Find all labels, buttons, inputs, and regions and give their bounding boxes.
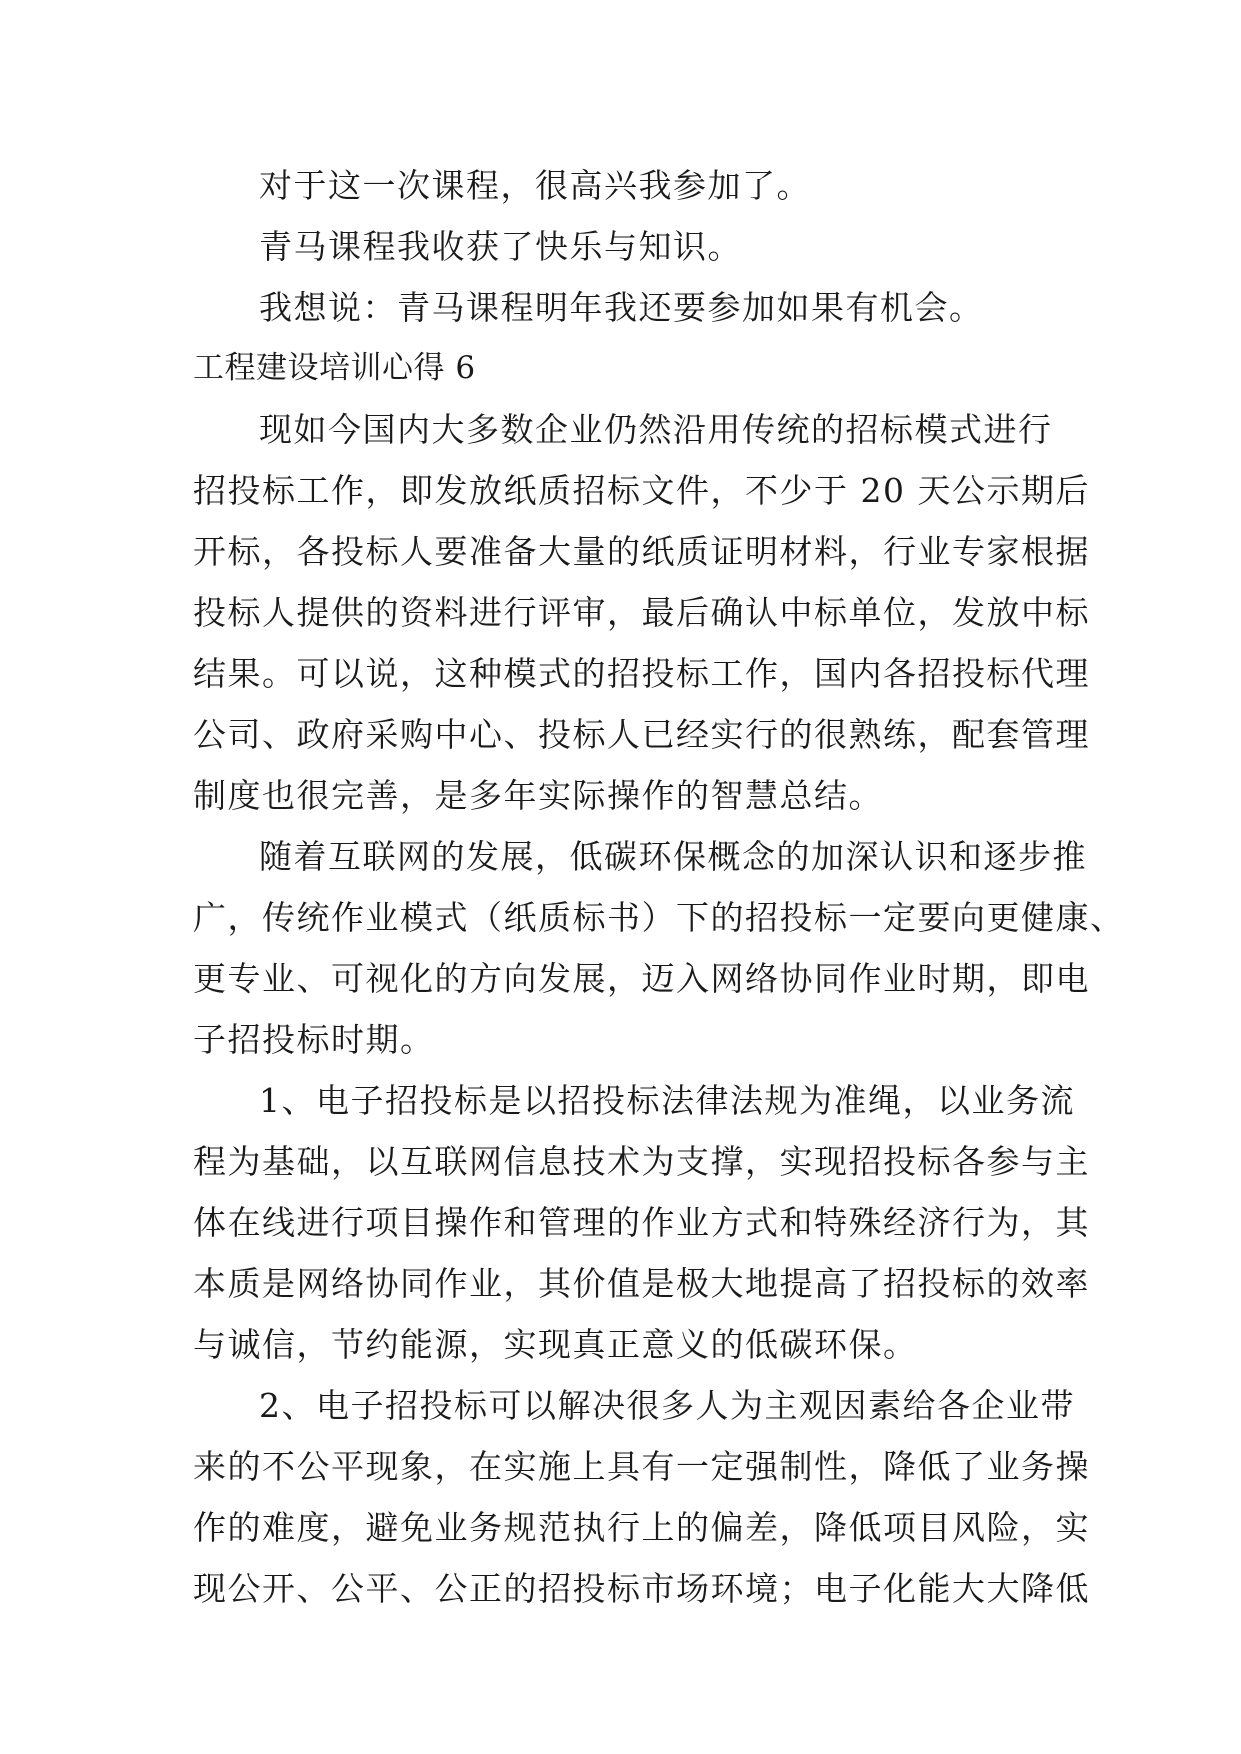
paragraph-line: 制度也很完善，是多年实际操作的智慧总结。 bbox=[193, 776, 883, 815]
document-body bbox=[193, 155, 1125, 1619]
paragraph-line: 结果。可以说，这种模式的招投标工作，国内各招投标代理 bbox=[193, 654, 1090, 693]
paragraph-line: 现如今国内大多数企业仍然沿用传统的招标模式进行 bbox=[259, 410, 1053, 449]
paragraph-line: 本质是网络协同作业，其价值是极大地提高了招投标的效率 bbox=[193, 1264, 1090, 1303]
paragraph-line: 广，传统作业模式（纸质标书）下的招投标一定要向更健康、 bbox=[193, 898, 1125, 937]
paragraph-line: 体在线进行项目操作和管理的作业方式和特殊经济行为，其 bbox=[193, 1203, 1090, 1242]
paragraph-line: 对于这一次课程，很高兴我参加了。 bbox=[259, 166, 811, 205]
paragraph-line: 作的难度，避免业务规范执行上的偏差，降低项目风险，实 bbox=[193, 1508, 1090, 1547]
paragraph-line: 招投标工作，即发放纸质招标文件，不少于 20 天公示期后 bbox=[193, 471, 1090, 510]
paragraph-line: 1、电子招投标是以招投标法律法规为准绳，以业务流 bbox=[259, 1081, 1075, 1120]
paragraph-line: 我想说：青马课程明年我还要参加如果有机会。 bbox=[259, 288, 984, 327]
section-heading: 工程建设培训心得 6 bbox=[193, 350, 476, 386]
paragraph-line: 2、电子招投标可以解决很多人为主观因素给各企业带 bbox=[259, 1386, 1075, 1425]
paragraph-line: 青马课程我收获了快乐与知识。 bbox=[259, 227, 742, 266]
paragraph-line: 来的不公平现象，在实施上具有一定强制性，降低了业务操 bbox=[193, 1447, 1090, 1486]
paragraph-line: 投标人提供的资料进行评审，最后确认中标单位，发放中标 bbox=[193, 593, 1090, 632]
paragraph-line: 子招投标时期。 bbox=[193, 1020, 435, 1059]
paragraph-line: 程为基础，以互联网信息技术为支撑，实现招投标各参与主 bbox=[193, 1142, 1090, 1181]
paragraph-line: 随着互联网的发展，低碳环保概念的加深认识和逐步推 bbox=[259, 837, 1087, 876]
paragraph-line: 开标，各投标人要准备大量的纸质证明材料，行业专家根据 bbox=[193, 532, 1090, 571]
paragraph-line: 更专业、可视化的方向发展，迈入网络协同作业时期，即电 bbox=[193, 959, 1090, 998]
paragraph-line: 与诚信，节约能源，实现真正意义的低碳环保。 bbox=[193, 1325, 918, 1364]
paragraph-line: 公司、政府采购中心、投标人已经实行的很熟练，配套管理 bbox=[193, 715, 1090, 754]
paragraph-line: 现公开、公平、公正的招投标市场环境；电子化能大大降低 bbox=[193, 1569, 1090, 1608]
